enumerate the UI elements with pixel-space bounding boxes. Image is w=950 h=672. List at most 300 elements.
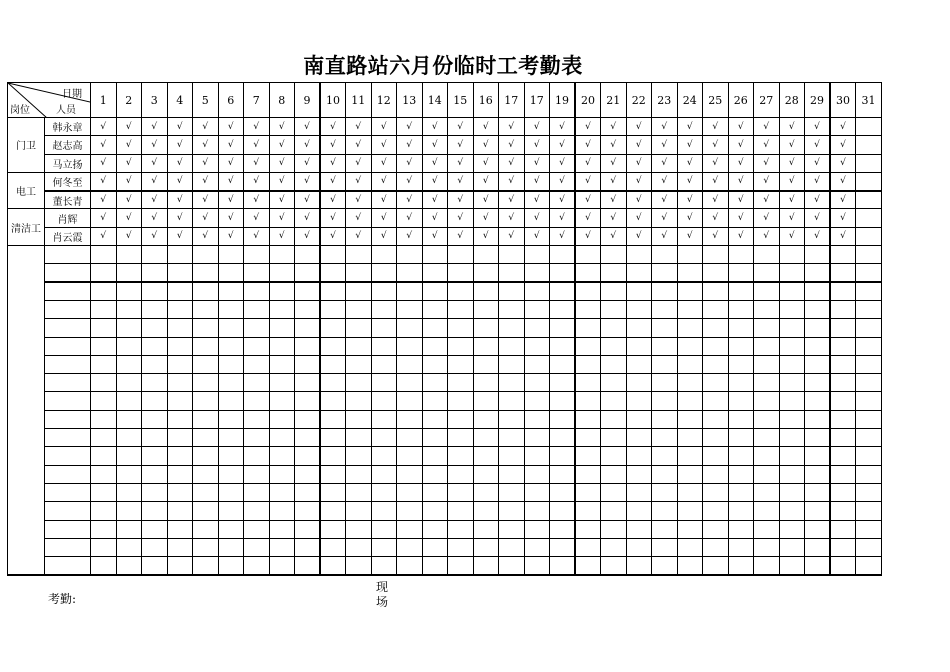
- empty-cell[interactable]: [626, 300, 652, 318]
- attendance-cell[interactable]: √: [448, 172, 474, 190]
- empty-cell[interactable]: [652, 337, 678, 355]
- empty-cell[interactable]: [371, 337, 397, 355]
- empty-cell[interactable]: [805, 483, 831, 501]
- attendance-cell[interactable]: √: [703, 191, 729, 209]
- attendance-cell[interactable]: √: [320, 136, 346, 154]
- empty-cell[interactable]: [269, 465, 295, 483]
- attendance-cell[interactable]: √: [728, 191, 754, 209]
- attendance-cell[interactable]: √: [703, 209, 729, 227]
- attendance-cell[interactable]: √: [575, 209, 601, 227]
- empty-cell[interactable]: [754, 465, 780, 483]
- attendance-cell[interactable]: √: [397, 136, 423, 154]
- empty-cell[interactable]: [116, 429, 142, 447]
- empty-cell[interactable]: [754, 300, 780, 318]
- attendance-cell[interactable]: √: [830, 227, 856, 245]
- empty-cell[interactable]: [703, 538, 729, 556]
- empty-cell[interactable]: [830, 557, 856, 575]
- empty-cell[interactable]: [524, 355, 550, 373]
- attendance-cell[interactable]: √: [652, 227, 678, 245]
- empty-cell[interactable]: [728, 410, 754, 428]
- empty-cell[interactable]: [116, 557, 142, 575]
- empty-cell[interactable]: [448, 374, 474, 392]
- empty-cell[interactable]: [295, 337, 321, 355]
- empty-cell[interactable]: [575, 337, 601, 355]
- empty-cell[interactable]: [856, 410, 882, 428]
- attendance-cell[interactable]: √: [703, 227, 729, 245]
- empty-cell[interactable]: [754, 246, 780, 264]
- empty-cell[interactable]: [142, 447, 168, 465]
- attendance-cell[interactable]: √: [116, 227, 142, 245]
- attendance-cell[interactable]: √: [830, 209, 856, 227]
- empty-cell[interactable]: [473, 520, 499, 538]
- attendance-cell[interactable]: √: [601, 172, 627, 190]
- empty-cell[interactable]: [218, 319, 244, 337]
- attendance-cell[interactable]: √: [448, 154, 474, 172]
- empty-cell[interactable]: [218, 465, 244, 483]
- empty-cell[interactable]: [856, 557, 882, 575]
- empty-cell[interactable]: [677, 319, 703, 337]
- attendance-cell[interactable]: √: [524, 136, 550, 154]
- attendance-cell[interactable]: √: [218, 172, 244, 190]
- empty-cell[interactable]: [193, 483, 219, 501]
- empty-cell[interactable]: [703, 502, 729, 520]
- empty-cell[interactable]: [626, 282, 652, 300]
- attendance-cell[interactable]: √: [346, 227, 372, 245]
- attendance-cell[interactable]: √: [728, 154, 754, 172]
- empty-cell[interactable]: [422, 374, 448, 392]
- empty-cell[interactable]: [448, 429, 474, 447]
- empty-cell[interactable]: [754, 282, 780, 300]
- empty-cell[interactable]: [397, 246, 423, 264]
- empty-cell[interactable]: [473, 300, 499, 318]
- attendance-cell[interactable]: √: [167, 136, 193, 154]
- attendance-cell[interactable]: √: [805, 118, 831, 136]
- empty-cell[interactable]: [346, 374, 372, 392]
- empty-cell[interactable]: [295, 300, 321, 318]
- attendance-cell[interactable]: √: [448, 209, 474, 227]
- empty-cell[interactable]: [856, 483, 882, 501]
- empty-cell[interactable]: [856, 502, 882, 520]
- empty-cell[interactable]: [320, 429, 346, 447]
- empty-cell[interactable]: [524, 538, 550, 556]
- empty-cell[interactable]: [677, 374, 703, 392]
- empty-cell[interactable]: [244, 538, 270, 556]
- empty-cell[interactable]: [142, 410, 168, 428]
- empty-cell[interactable]: [116, 300, 142, 318]
- empty-cell[interactable]: [397, 429, 423, 447]
- attendance-cell[interactable]: √: [244, 209, 270, 227]
- empty-cell[interactable]: [677, 300, 703, 318]
- empty-cell[interactable]: [550, 538, 576, 556]
- empty-cell[interactable]: [346, 429, 372, 447]
- empty-cell[interactable]: [45, 337, 91, 355]
- empty-cell[interactable]: [45, 429, 91, 447]
- attendance-cell[interactable]: √: [601, 154, 627, 172]
- empty-cell[interactable]: [397, 502, 423, 520]
- empty-cell[interactable]: [524, 282, 550, 300]
- empty-cell[interactable]: [244, 520, 270, 538]
- empty-cell[interactable]: [575, 538, 601, 556]
- empty-cell[interactable]: [626, 264, 652, 282]
- empty-cell[interactable]: [652, 264, 678, 282]
- empty-cell[interactable]: [626, 557, 652, 575]
- empty-cell[interactable]: [448, 502, 474, 520]
- empty-cell[interactable]: [142, 392, 168, 410]
- attendance-cell[interactable]: √: [728, 136, 754, 154]
- empty-cell[interactable]: [601, 246, 627, 264]
- empty-cell[interactable]: [805, 502, 831, 520]
- attendance-cell[interactable]: √: [397, 172, 423, 190]
- empty-cell[interactable]: [91, 337, 117, 355]
- attendance-cell[interactable]: √: [754, 154, 780, 172]
- empty-cell[interactable]: [448, 246, 474, 264]
- empty-cell[interactable]: [269, 246, 295, 264]
- attendance-cell[interactable]: √: [193, 154, 219, 172]
- attendance-cell[interactable]: √: [142, 154, 168, 172]
- attendance-cell[interactable]: √: [652, 154, 678, 172]
- attendance-cell[interactable]: √: [830, 118, 856, 136]
- empty-cell[interactable]: [473, 465, 499, 483]
- empty-cell[interactable]: [448, 520, 474, 538]
- attendance-cell[interactable]: √: [91, 136, 117, 154]
- attendance-cell[interactable]: √: [218, 136, 244, 154]
- attendance-cell[interactable]: √: [269, 118, 295, 136]
- attendance-cell[interactable]: √: [346, 136, 372, 154]
- empty-cell[interactable]: [320, 355, 346, 373]
- attendance-cell[interactable]: √: [524, 227, 550, 245]
- attendance-cell[interactable]: √: [652, 118, 678, 136]
- empty-cell[interactable]: [269, 319, 295, 337]
- empty-cell[interactable]: [550, 246, 576, 264]
- empty-cell[interactable]: [193, 246, 219, 264]
- empty-cell[interactable]: [626, 355, 652, 373]
- empty-cell[interactable]: [397, 538, 423, 556]
- empty-cell[interactable]: [167, 282, 193, 300]
- empty-cell[interactable]: [269, 282, 295, 300]
- attendance-cell[interactable]: √: [575, 191, 601, 209]
- attendance-cell[interactable]: √: [116, 172, 142, 190]
- attendance-cell[interactable]: √: [397, 191, 423, 209]
- empty-cell[interactable]: [779, 483, 805, 501]
- attendance-cell[interactable]: √: [448, 118, 474, 136]
- empty-cell[interactable]: [779, 300, 805, 318]
- empty-cell[interactable]: [779, 374, 805, 392]
- empty-cell[interactable]: [320, 465, 346, 483]
- empty-cell[interactable]: [448, 355, 474, 373]
- attendance-cell[interactable]: √: [371, 209, 397, 227]
- attendance-cell[interactable]: √: [779, 136, 805, 154]
- empty-cell[interactable]: [371, 483, 397, 501]
- empty-cell[interactable]: [320, 246, 346, 264]
- attendance-cell[interactable]: √: [371, 227, 397, 245]
- empty-cell[interactable]: [346, 502, 372, 520]
- empty-cell[interactable]: [754, 337, 780, 355]
- attendance-cell[interactable]: √: [218, 154, 244, 172]
- empty-cell[interactable]: [91, 392, 117, 410]
- empty-cell[interactable]: [193, 429, 219, 447]
- empty-cell[interactable]: [779, 502, 805, 520]
- empty-cell[interactable]: [601, 447, 627, 465]
- attendance-cell[interactable]: √: [652, 172, 678, 190]
- empty-cell[interactable]: [193, 374, 219, 392]
- empty-cell[interactable]: [167, 300, 193, 318]
- empty-cell[interactable]: [703, 282, 729, 300]
- attendance-cell[interactable]: √: [244, 191, 270, 209]
- empty-cell[interactable]: [397, 282, 423, 300]
- empty-cell[interactable]: [116, 246, 142, 264]
- empty-cell[interactable]: [91, 246, 117, 264]
- empty-cell[interactable]: [193, 337, 219, 355]
- empty-cell[interactable]: [550, 429, 576, 447]
- empty-cell[interactable]: [626, 429, 652, 447]
- empty-cell[interactable]: [244, 483, 270, 501]
- empty-cell[interactable]: [422, 337, 448, 355]
- empty-cell[interactable]: [830, 374, 856, 392]
- empty-cell[interactable]: [320, 538, 346, 556]
- empty-cell[interactable]: [218, 557, 244, 575]
- empty-cell[interactable]: [397, 300, 423, 318]
- empty-cell[interactable]: [167, 520, 193, 538]
- empty-cell[interactable]: [601, 557, 627, 575]
- empty-cell[interactable]: [295, 520, 321, 538]
- attendance-cell[interactable]: [856, 118, 882, 136]
- empty-cell[interactable]: [728, 355, 754, 373]
- empty-cell[interactable]: [550, 355, 576, 373]
- empty-cell[interactable]: [856, 246, 882, 264]
- attendance-cell[interactable]: √: [754, 227, 780, 245]
- attendance-cell[interactable]: [856, 154, 882, 172]
- empty-cell[interactable]: [371, 392, 397, 410]
- empty-cell[interactable]: [805, 282, 831, 300]
- attendance-cell[interactable]: [856, 136, 882, 154]
- empty-cell[interactable]: [856, 374, 882, 392]
- attendance-cell[interactable]: √: [422, 191, 448, 209]
- empty-cell[interactable]: [728, 483, 754, 501]
- attendance-cell[interactable]: √: [193, 136, 219, 154]
- empty-cell[interactable]: [473, 246, 499, 264]
- empty-cell[interactable]: [652, 465, 678, 483]
- empty-cell[interactable]: [45, 520, 91, 538]
- attendance-cell[interactable]: √: [295, 118, 321, 136]
- attendance-cell[interactable]: √: [269, 227, 295, 245]
- attendance-cell[interactable]: √: [397, 118, 423, 136]
- empty-cell[interactable]: [269, 447, 295, 465]
- empty-cell[interactable]: [91, 429, 117, 447]
- attendance-cell[interactable]: √: [269, 191, 295, 209]
- empty-cell[interactable]: [677, 502, 703, 520]
- empty-cell[interactable]: [448, 410, 474, 428]
- empty-cell[interactable]: [728, 282, 754, 300]
- empty-cell[interactable]: [346, 483, 372, 501]
- empty-cell[interactable]: [167, 502, 193, 520]
- attendance-cell[interactable]: √: [218, 191, 244, 209]
- attendance-cell[interactable]: √: [167, 154, 193, 172]
- empty-cell[interactable]: [856, 300, 882, 318]
- empty-cell[interactable]: [754, 520, 780, 538]
- empty-cell[interactable]: [550, 319, 576, 337]
- empty-cell[interactable]: [677, 264, 703, 282]
- empty-cell[interactable]: [371, 557, 397, 575]
- attendance-cell[interactable]: √: [652, 191, 678, 209]
- empty-cell[interactable]: [371, 538, 397, 556]
- empty-cell[interactable]: [473, 410, 499, 428]
- empty-cell[interactable]: [626, 410, 652, 428]
- attendance-cell[interactable]: √: [320, 227, 346, 245]
- attendance-cell[interactable]: √: [524, 118, 550, 136]
- empty-cell[interactable]: [167, 465, 193, 483]
- empty-cell[interactable]: [218, 520, 244, 538]
- empty-cell[interactable]: [856, 355, 882, 373]
- empty-cell[interactable]: [422, 465, 448, 483]
- empty-cell[interactable]: [167, 483, 193, 501]
- empty-cell[interactable]: [45, 246, 91, 264]
- empty-cell[interactable]: [116, 392, 142, 410]
- empty-cell[interactable]: [601, 429, 627, 447]
- empty-cell[interactable]: [269, 355, 295, 373]
- empty-cell[interactable]: [269, 410, 295, 428]
- empty-cell[interactable]: [422, 246, 448, 264]
- attendance-cell[interactable]: √: [473, 136, 499, 154]
- attendance-cell[interactable]: √: [703, 118, 729, 136]
- empty-cell[interactable]: [805, 538, 831, 556]
- empty-cell[interactable]: [626, 520, 652, 538]
- attendance-cell[interactable]: √: [371, 191, 397, 209]
- attendance-cell[interactable]: √: [295, 172, 321, 190]
- empty-cell[interactable]: [473, 502, 499, 520]
- empty-cell[interactable]: [728, 300, 754, 318]
- attendance-cell[interactable]: √: [167, 191, 193, 209]
- empty-cell[interactable]: [45, 355, 91, 373]
- empty-cell[interactable]: [703, 465, 729, 483]
- attendance-cell[interactable]: √: [371, 136, 397, 154]
- attendance-cell[interactable]: √: [473, 209, 499, 227]
- empty-cell[interactable]: [524, 300, 550, 318]
- empty-cell[interactable]: [320, 264, 346, 282]
- attendance-cell[interactable]: √: [218, 227, 244, 245]
- empty-cell[interactable]: [91, 447, 117, 465]
- empty-cell[interactable]: [779, 538, 805, 556]
- attendance-cell[interactable]: √: [397, 154, 423, 172]
- attendance-cell[interactable]: √: [448, 136, 474, 154]
- empty-cell[interactable]: [116, 538, 142, 556]
- attendance-cell[interactable]: √: [320, 191, 346, 209]
- empty-cell[interactable]: [142, 282, 168, 300]
- empty-cell[interactable]: [703, 520, 729, 538]
- empty-cell[interactable]: [346, 520, 372, 538]
- empty-cell[interactable]: [244, 337, 270, 355]
- empty-cell[interactable]: [371, 429, 397, 447]
- empty-cell[interactable]: [652, 557, 678, 575]
- attendance-cell[interactable]: √: [805, 227, 831, 245]
- empty-cell[interactable]: [728, 374, 754, 392]
- attendance-cell[interactable]: √: [550, 136, 576, 154]
- empty-cell[interactable]: [422, 429, 448, 447]
- attendance-cell[interactable]: [856, 227, 882, 245]
- empty-cell[interactable]: [167, 319, 193, 337]
- empty-cell[interactable]: [575, 374, 601, 392]
- attendance-cell[interactable]: √: [295, 209, 321, 227]
- empty-cell[interactable]: [499, 337, 525, 355]
- attendance-cell[interactable]: √: [116, 118, 142, 136]
- empty-cell[interactable]: [116, 282, 142, 300]
- empty-cell[interactable]: [473, 557, 499, 575]
- empty-cell[interactable]: [575, 264, 601, 282]
- empty-cell[interactable]: [448, 465, 474, 483]
- attendance-cell[interactable]: √: [499, 172, 525, 190]
- empty-cell[interactable]: [244, 502, 270, 520]
- empty-cell[interactable]: [677, 410, 703, 428]
- empty-cell[interactable]: [626, 392, 652, 410]
- empty-cell[interactable]: [218, 538, 244, 556]
- empty-cell[interactable]: [575, 447, 601, 465]
- empty-cell[interactable]: [397, 447, 423, 465]
- attendance-cell[interactable]: √: [167, 118, 193, 136]
- attendance-cell[interactable]: √: [346, 154, 372, 172]
- empty-cell[interactable]: [728, 538, 754, 556]
- empty-cell[interactable]: [703, 355, 729, 373]
- empty-cell[interactable]: [779, 392, 805, 410]
- empty-cell[interactable]: [244, 557, 270, 575]
- empty-cell[interactable]: [779, 319, 805, 337]
- empty-cell[interactable]: [626, 502, 652, 520]
- empty-cell[interactable]: [422, 483, 448, 501]
- empty-cell[interactable]: [320, 447, 346, 465]
- empty-cell[interactable]: [754, 483, 780, 501]
- empty-cell[interactable]: [601, 483, 627, 501]
- empty-cell[interactable]: [91, 557, 117, 575]
- empty-cell[interactable]: [269, 337, 295, 355]
- attendance-cell[interactable]: √: [422, 118, 448, 136]
- empty-cell[interactable]: [218, 337, 244, 355]
- empty-cell[interactable]: [320, 483, 346, 501]
- empty-cell[interactable]: [652, 538, 678, 556]
- empty-cell[interactable]: [805, 319, 831, 337]
- empty-cell[interactable]: [703, 337, 729, 355]
- attendance-cell[interactable]: √: [167, 209, 193, 227]
- empty-cell[interactable]: [45, 538, 91, 556]
- empty-cell[interactable]: [244, 447, 270, 465]
- empty-cell[interactable]: [116, 374, 142, 392]
- empty-cell[interactable]: [295, 447, 321, 465]
- attendance-cell[interactable]: √: [677, 227, 703, 245]
- empty-cell[interactable]: [677, 246, 703, 264]
- attendance-cell[interactable]: √: [218, 209, 244, 227]
- empty-cell[interactable]: [728, 392, 754, 410]
- attendance-cell[interactable]: √: [218, 118, 244, 136]
- empty-cell[interactable]: [346, 337, 372, 355]
- attendance-cell[interactable]: √: [626, 154, 652, 172]
- empty-cell[interactable]: [830, 520, 856, 538]
- empty-cell[interactable]: [473, 282, 499, 300]
- empty-cell[interactable]: [703, 483, 729, 501]
- empty-cell[interactable]: [295, 410, 321, 428]
- empty-cell[interactable]: [754, 355, 780, 373]
- empty-cell[interactable]: [754, 374, 780, 392]
- empty-cell[interactable]: [116, 355, 142, 373]
- empty-cell[interactable]: [371, 300, 397, 318]
- empty-cell[interactable]: [575, 300, 601, 318]
- empty-cell[interactable]: [218, 300, 244, 318]
- empty-cell[interactable]: [524, 483, 550, 501]
- attendance-cell[interactable]: √: [677, 136, 703, 154]
- empty-cell[interactable]: [320, 337, 346, 355]
- empty-cell[interactable]: [703, 374, 729, 392]
- attendance-cell[interactable]: √: [142, 191, 168, 209]
- attendance-cell[interactable]: √: [728, 227, 754, 245]
- empty-cell[interactable]: [728, 520, 754, 538]
- attendance-cell[interactable]: √: [703, 136, 729, 154]
- attendance-cell[interactable]: √: [244, 227, 270, 245]
